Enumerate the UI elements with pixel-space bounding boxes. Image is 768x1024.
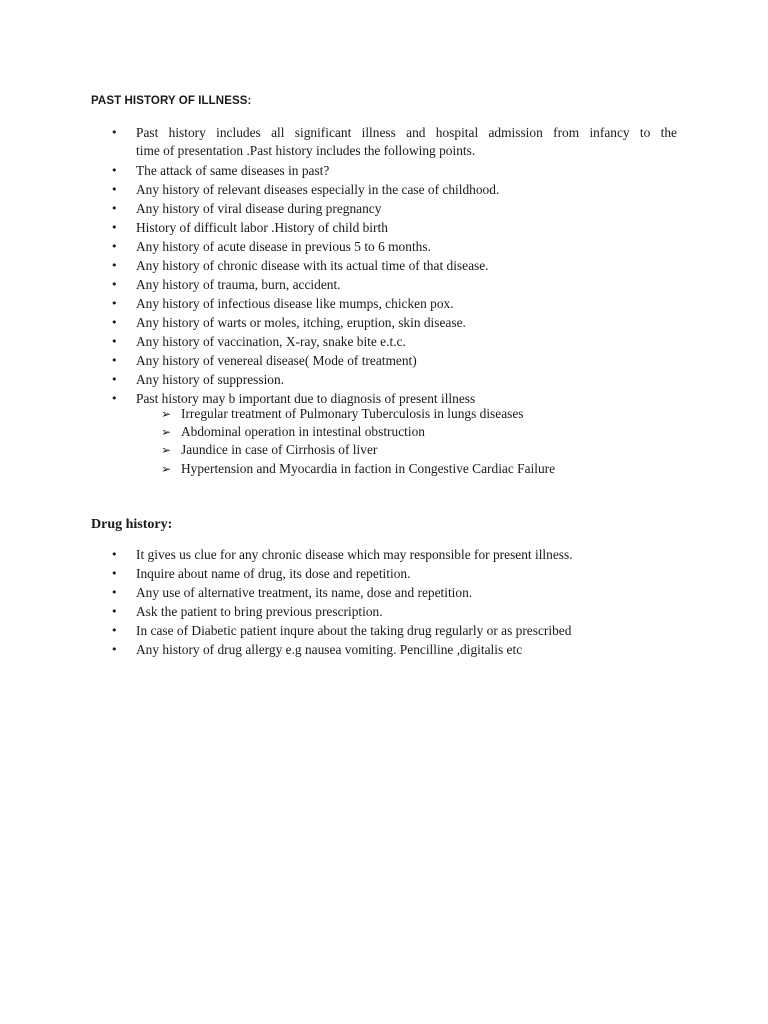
list-item-text: Any history of warts or moles, itching, eruption, skin disease. <box>136 315 466 330</box>
list-item <box>0 275 768 294</box>
arrow-bullet-icon: ➢ <box>161 425 172 440</box>
list-item-text: Any history of viral disease during pregnancy <box>136 201 382 216</box>
list-item-text: Any history of trauma, burn, accident. <box>136 277 341 292</box>
list-item-text: Any history of vaccination, X-ray, snake bite e.t.c. <box>136 334 406 349</box>
bullet-icon: • <box>111 548 118 561</box>
drug-history-list <box>0 545 768 659</box>
list-item-text-line1: Past history includes all significant illness and hospital admission from infancy to the <box>136 125 677 140</box>
sub-list-item <box>0 460 768 478</box>
list-item-text: Past history may b important due to diagnosis of present illness <box>136 391 476 406</box>
past-history-list <box>0 124 768 408</box>
bullet-icon: • <box>111 392 118 405</box>
list-item <box>0 199 768 218</box>
bullet-icon: • <box>111 335 118 348</box>
sub-list-item-text: Abdominal operation in intestinal obstruction <box>181 424 425 440</box>
sub-list-item-text: Jaundice in case of Cirrhosis of liver <box>181 442 378 458</box>
list-item-text: Any history of acute disease in previous 5 to 6 months. <box>136 239 431 254</box>
list-item-text: In case of Diabetic patient inqure about the taking drug regularly or as prescribed <box>136 623 572 638</box>
sub-list-item <box>0 423 768 441</box>
bullet-icon: • <box>111 259 118 272</box>
list-item-text: Any history of suppression. <box>136 372 285 387</box>
bullet-icon: • <box>111 643 118 656</box>
bullet-icon: • <box>111 240 118 253</box>
list-item <box>0 218 768 237</box>
sub-list-item <box>0 405 768 423</box>
list-item <box>0 124 768 160</box>
bullet-icon: • <box>111 586 118 599</box>
list-item <box>0 621 768 640</box>
list-item-text: Ask the patient to bring previous prescription. <box>136 604 383 619</box>
bullet-icon: • <box>111 221 118 234</box>
list-item-text: History of difficult labor .History of child birth <box>136 220 388 235</box>
list-item <box>0 180 768 199</box>
arrow-bullet-icon: ➢ <box>161 443 172 458</box>
sub-list-item-text: Irregular treatment of Pulmonary Tuberculosis in lungs diseases <box>181 406 524 421</box>
list-item-text: Any history of drug allergy e.g nausea vomiting. Pencilline ,digitalis etc <box>136 642 523 657</box>
section-heading-drug-history: Drug history: <box>91 517 173 532</box>
arrow-bullet-icon: ➢ <box>161 461 172 476</box>
list-item <box>0 161 768 180</box>
arrow-bullet-icon: ➢ <box>161 407 172 421</box>
bullet-icon: • <box>111 297 118 310</box>
list-item-text: Any use of alternative treatment, its name, dose and repetition. <box>136 585 473 600</box>
list-item-text: Any history of relevant diseases especially in the case of childhood. <box>136 182 500 197</box>
list-item <box>0 370 768 389</box>
bullet-icon: • <box>111 354 118 367</box>
list-item-text: It gives us clue for any chronic disease which may responsible for present illness. <box>136 547 573 562</box>
list-item-text-line2: time of presentation .Past history includes the following points. <box>136 143 476 158</box>
bullet-icon: • <box>111 316 118 329</box>
sub-list-item <box>0 441 768 459</box>
bullet-icon: • <box>111 202 118 215</box>
list-item-text: Any history of infectious disease like mumps, chicken pox. <box>136 296 454 311</box>
list-item <box>0 545 768 564</box>
list-item <box>0 332 768 351</box>
list-item <box>0 564 768 583</box>
section-heading-past-history: PAST HISTORY OF ILLNESS: <box>91 95 252 107</box>
list-item-text: Any history of venereal disease( Mode of treatment) <box>136 353 417 368</box>
bullet-icon: • <box>111 605 118 618</box>
list-item <box>0 583 768 602</box>
list-item <box>0 294 768 313</box>
diagnosis-examples-sublist <box>0 405 768 478</box>
bullet-icon: • <box>111 278 118 291</box>
list-item <box>0 237 768 256</box>
list-item <box>0 256 768 275</box>
bullet-icon: • <box>111 567 118 580</box>
bullet-icon: • <box>111 183 118 196</box>
bullet-icon: • <box>111 126 118 139</box>
list-item-text: Any history of chronic disease with its actual time of that disease. <box>136 258 489 273</box>
list-item <box>0 640 768 659</box>
bullet-icon: • <box>111 373 118 386</box>
sub-list-item-text: Hypertension and Myocardia in faction in Congestive Cardiac Failure <box>181 460 556 476</box>
list-item-text: The attack of same diseases in past? <box>136 163 330 178</box>
bullet-icon: • <box>111 624 118 637</box>
list-item-text: Inquire about name of drug, its dose and repetition. <box>136 566 411 581</box>
list-item <box>0 351 768 370</box>
list-item <box>0 602 768 621</box>
list-item <box>0 313 768 332</box>
bullet-icon: • <box>111 164 118 177</box>
